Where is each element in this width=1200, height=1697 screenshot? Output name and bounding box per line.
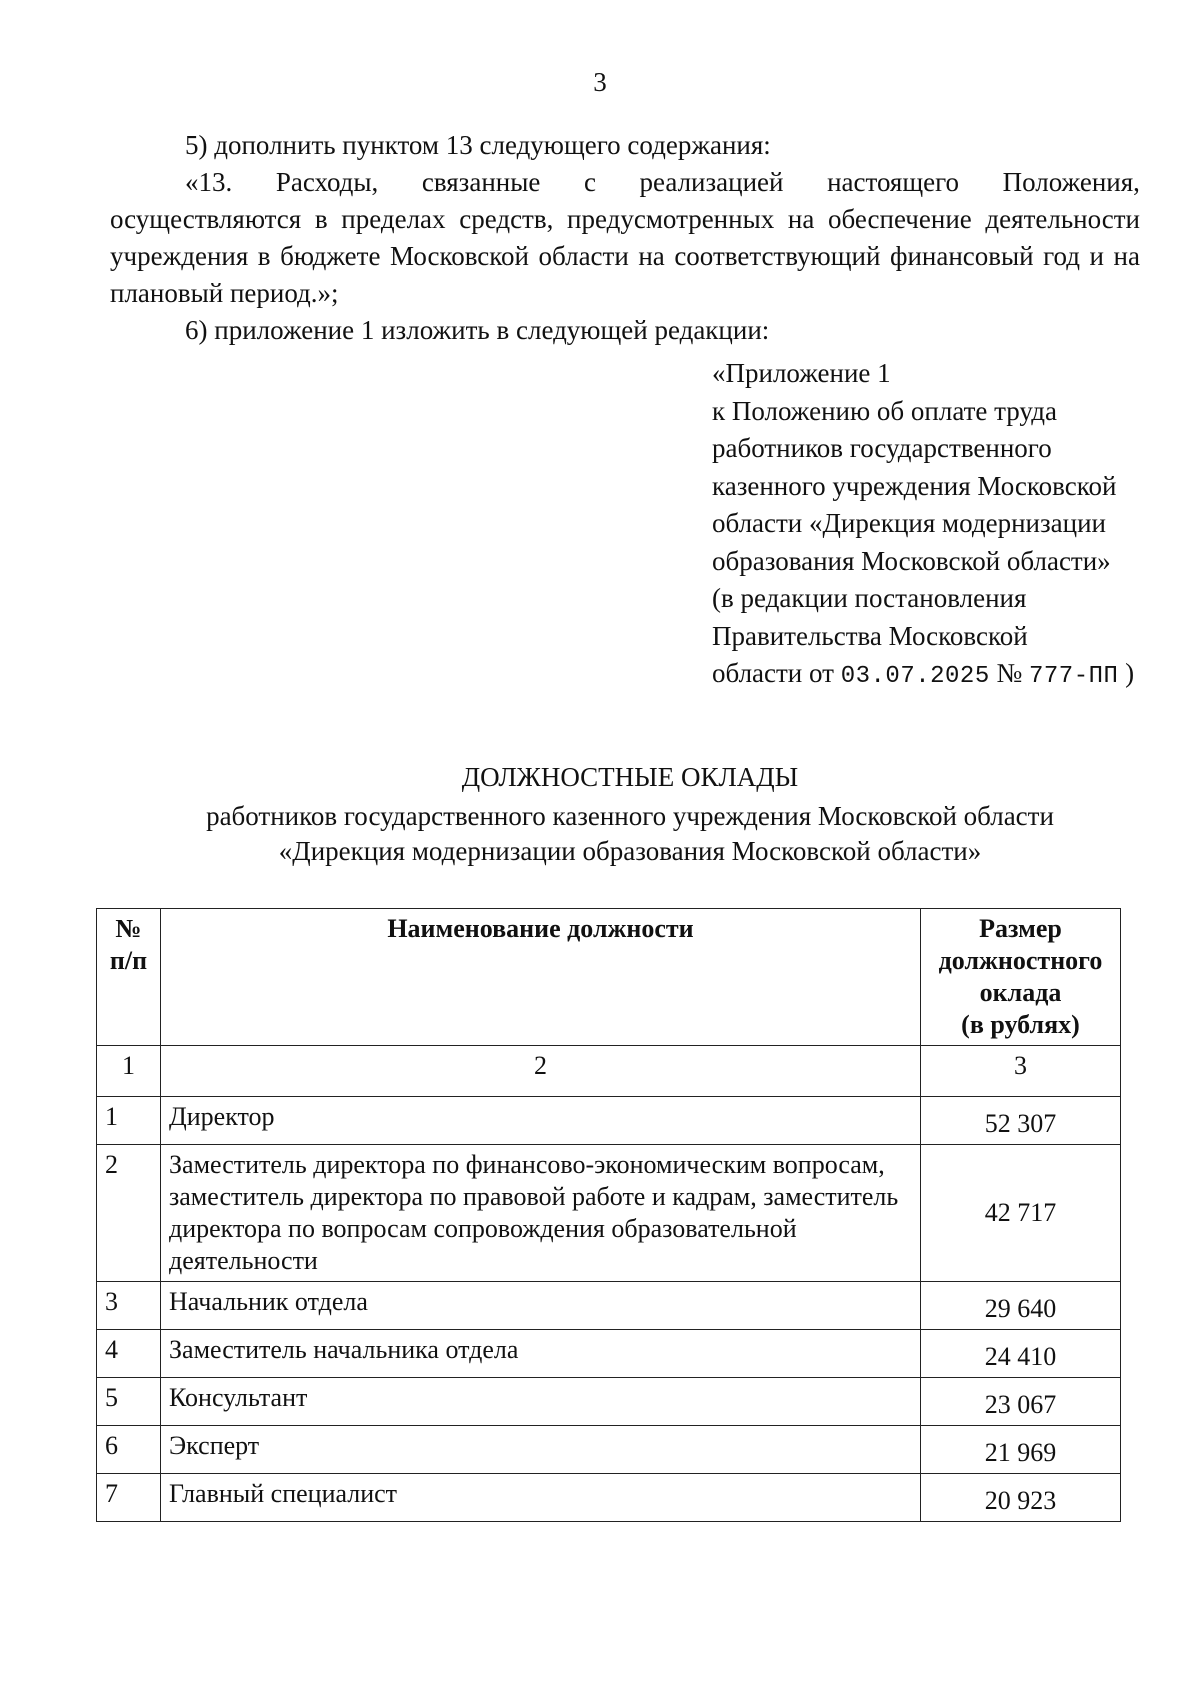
table-row xyxy=(97,1097,1121,1145)
item13-word: настоящего xyxy=(827,167,960,197)
column-number: 2 xyxy=(161,1046,921,1097)
item13-word: реализацией xyxy=(639,167,784,197)
item13-word: связанные xyxy=(421,167,541,197)
header-salary-line1: Размер xyxy=(979,914,1062,943)
row-salary: 23 067 xyxy=(921,1378,1121,1426)
row-position: Заместитель начальника отдела xyxy=(161,1330,921,1378)
item13-word: Положения, xyxy=(1002,167,1140,197)
header-salary-line4: (в рублях) xyxy=(961,1010,1080,1039)
appendix-last-prefix: области от xyxy=(712,658,834,688)
table-header-row xyxy=(97,909,1121,1046)
table-title xyxy=(0,760,1200,869)
row-num: 3 xyxy=(97,1282,161,1330)
title-line-2: работников государственного казенного учреждения Московской области xyxy=(206,801,1054,831)
row-salary: 42 717 xyxy=(921,1145,1121,1282)
appendix-line: казенного учреждения Московской xyxy=(712,470,1117,501)
row-salary: 52 307 xyxy=(921,1097,1121,1145)
row-salary: 21 969 xyxy=(921,1426,1121,1474)
row-position: Эксперт xyxy=(161,1426,921,1474)
appendix-line: к Положению об оплате труда xyxy=(712,395,1057,426)
closing-paren: ) xyxy=(1125,658,1135,688)
item13-body: осуществляются в пределах средств, предусмотренных на обеспечение деятельности учреждения в бюджете Московской области на соответствующий финансовый год и на плановый период.»; xyxy=(110,204,1140,308)
row-salary: 24 410 xyxy=(921,1330,1121,1378)
header-salary-line3: оклада xyxy=(979,978,1062,1007)
table-row xyxy=(97,1426,1121,1474)
row-salary: 29 640 xyxy=(921,1282,1121,1330)
salary-table xyxy=(96,908,1121,1522)
row-position: Главный специалист xyxy=(161,1474,921,1522)
appendix-line: «Приложение 1 xyxy=(712,358,891,388)
item13-word: «13. xyxy=(185,167,233,197)
row-num: 7 xyxy=(97,1474,161,1522)
page-number: 3 xyxy=(593,67,607,97)
title-heading: ДОЛЖНОСТНЫЕ ОКЛАДЫ xyxy=(461,762,799,792)
header-num xyxy=(97,909,161,1046)
row-salary: 20 923 xyxy=(921,1474,1121,1522)
appendix-line: образования Московской области» xyxy=(712,545,1111,576)
row-num: 2 xyxy=(97,1145,161,1282)
appendix-resolution-line xyxy=(712,655,1152,696)
column-numbers-row xyxy=(97,1046,1121,1097)
resolution-number: 777-ПП xyxy=(1029,663,1119,690)
row-num: 6 xyxy=(97,1426,161,1474)
row-position: Заместитель директора по финансово-экономическим вопросам, заместитель директора по правовой работе и кадрам, заместитель директора по вопросам сопровождения образовательной деятельности xyxy=(161,1145,921,1282)
item13-first-line xyxy=(110,164,1140,201)
title-line-3: «Дирекция модернизации образования Московской области» xyxy=(278,836,982,866)
appendix-line: (в редакции постановления xyxy=(712,583,1027,613)
appendix-line: области «Дирекция модернизации xyxy=(712,508,1106,538)
row-position: Консультант xyxy=(161,1378,921,1426)
item13-word: Расходы, xyxy=(275,167,379,197)
column-number: 3 xyxy=(921,1046,1121,1097)
row-num: 5 xyxy=(97,1378,161,1426)
header-salary xyxy=(921,909,1121,1046)
number-sign: № xyxy=(996,658,1023,688)
header-name: Наименование должности xyxy=(161,909,921,1046)
header-salary-line2: должностного xyxy=(938,946,1103,975)
appendix-line: Правительства Московской xyxy=(712,620,1028,651)
amendment-text xyxy=(110,127,1140,349)
row-num: 1 xyxy=(97,1097,161,1145)
row-position: Начальник отдела xyxy=(161,1282,921,1330)
column-number: 1 xyxy=(97,1046,161,1097)
table-row xyxy=(97,1145,1121,1282)
item6-intro: 6) приложение 1 изложить в следующей редакции: xyxy=(185,315,770,345)
table-row xyxy=(97,1282,1121,1330)
table-row xyxy=(97,1378,1121,1426)
item13-word: с xyxy=(583,167,596,197)
header-num-line2: п/п xyxy=(109,946,148,975)
header-num-line1: № xyxy=(115,914,142,943)
row-num: 4 xyxy=(97,1330,161,1378)
row-position: Директор xyxy=(161,1097,921,1145)
appendix-line: работников государственного xyxy=(712,433,1052,463)
resolution-date: 03.07.2025 xyxy=(840,663,990,690)
table-row xyxy=(97,1474,1121,1522)
appendix-header xyxy=(712,355,1152,696)
table-row xyxy=(97,1330,1121,1378)
item5-intro: 5) дополнить пунктом 13 следующего содержания: xyxy=(185,130,771,160)
